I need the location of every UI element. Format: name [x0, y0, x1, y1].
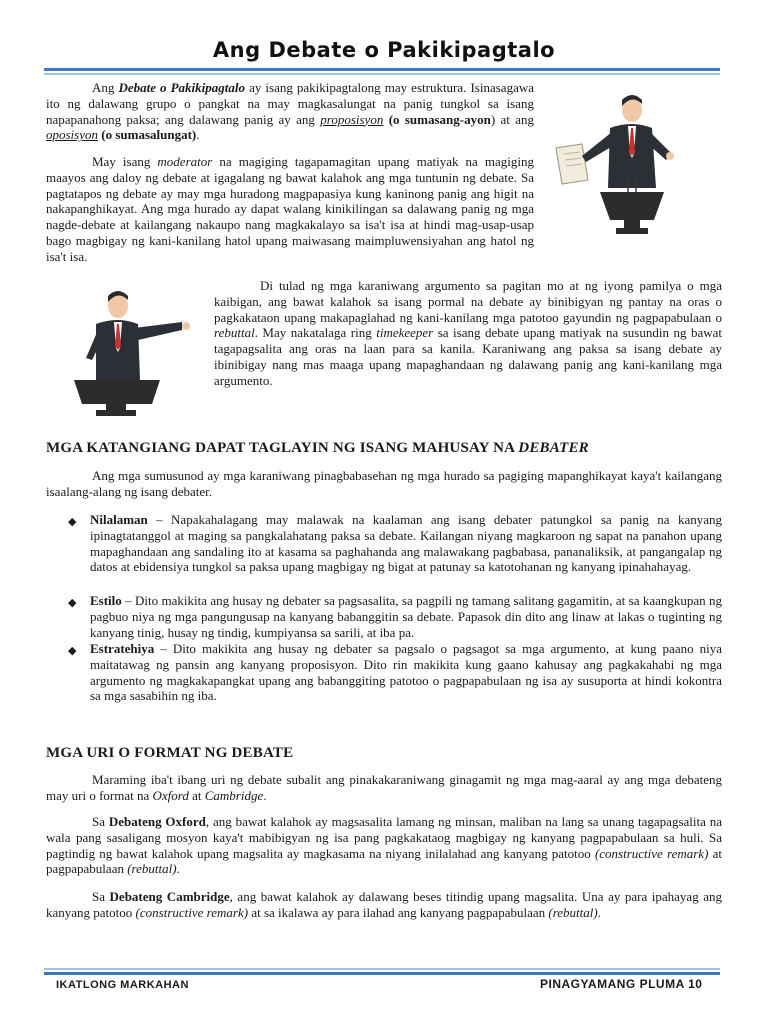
section2-paragraph-2: Sa Debateng Oxford, ang bawat kalahok ay magsasalita lamang ng minsan, maliban na lang sa unang tagapagsalita na wala pang sasaligang mosyon kaya't mabibigyan ng isa pang pagkakataog magbigay ng kanyang pagpapabulaan sa huli. Sa pagtindig ng bawat kalahok upang magsalita ay magkasama na niyang inilalahad ang kanyang patotoo (constructive remark) at pagpapabulaan (rebuttal). — [46, 814, 723, 877]
section-heading-uri: MGA URI O FORMAT NG DEBATE — [46, 745, 294, 761]
intro-paragraph-3: Di tulad ng mga karaniwang argumento sa pagitan mo at ng iyong pamilya o mga kaibigan, ang bawat kalahok sa isang pormal na debate ay binibigyan ng pantay na oras o pagkakataon upang makapaglahad ng kani-kanilang mga patotoo gayundin ng pagpapabulaan o rebuttal. May nakatalaga ring timekeeper sa isang debate upang matiyak na susundin ng bawat tagapagsalita ang oras na laan para sa kanila. Karaniwang ang paksa sa isang debate ay ibinibigay nang mas maaga upang mapaghandaan ng dalawang panig ang kani-kanilang mga argumento. — [214, 278, 722, 388]
debater-pointing-icon — [60, 288, 200, 420]
section1-intro: Ang mga sumusunod ay mga karaniwang pinagbabasehan ng mga hurado sa pagiging mapanghikayat kaya't kailangang isaalang-alang ng isang debater. — [46, 468, 722, 499]
bullet-diamond-icon: ◆ — [68, 645, 77, 657]
page-title: Ang Debate o Pakikipagtalo — [212, 38, 556, 62]
intro-paragraph-1: Ang Debate o Pakikipagtalo ay isang pakikipagtalong may estruktura. Isinasagawa ito ng dalawang grupo o pangkat na may magkasalungat na panig tungkol sa isang napapanahong paksa; ang dalawang panig ay ang proposisyon (o sumasang-ayon) at ang oposisyon (o sumasalungat). — [46, 80, 535, 143]
section2-paragraph-1: Maraming iba't ibang uri ng debate subalit ang pinakakaraniwang ginagamit ng mga mag-aaral ay ang mga debateng may uri o format na Oxford at Cambridge. — [46, 772, 722, 803]
footer-quarter-label: IKATLONG MARKAHAN — [56, 979, 189, 991]
footer-rule — [44, 968, 720, 975]
bullet-diamond-icon: ◆ — [68, 516, 77, 528]
intro-paragraph-2: May isang moderator na magiging tagapamagitan upang matiyak na magiging maayos ang daloy ng debate at igagalang ng bawat kalahok ang mga tuntunin ng debate. Sa pagtatapos ng debate ay may mga huradong magpapasiya kung kaninong panig ang higit na nakapanghikayat. Ang mga hurado ay dapat walang kinikilingan sa dalawang panig ng mga nagde-debate at kailangang nakaupo nang magkakalayo sa isa't isa at hindi mag-usap-usap bago magbigay ng kani-kanilang hatol upang maiwasang maimpluwensiyahan ang hatol ng isa't isa. — [46, 154, 534, 264]
footer-book-title: PINAGYAMANG PLUMA 10 — [540, 977, 703, 991]
list-item-estratehiya: Estratehiya – Dito makikita ang husay ng debater sa pagsalo o pagsagot sa mga argumento, at kung paano niya maitatawag ng pansin ang kanyang proposisyon. Dito rin makikita kung gaano kahusay ang pagkakahabi ng mga argumento ng magkakapangkat upang ang babanggiting patotoo o pagpapabulaan ng isa ay susuporta at hindi kokontra sa mga sasabihin ng iba. — [90, 641, 722, 704]
section2-paragraph-3: Sa Debateng Cambridge, ang bawat kalahok ay dalawang beses titindig upang magsalita. Una ay para ipahayag ang kanyang patotoo (constructive remark) at sa ikalawa ay para ilahad ang kanyang pagpapabulaan (rebuttal). — [46, 889, 723, 920]
title-rule — [44, 68, 720, 75]
list-item-estilo: Estilo – Dito makikita ang husay ng debater sa pagsasalita, sa pagpili ng tamang salitang gagamitin, at sa kaangkupan ng pagbuo niya ng mga pangungusap na kanyang babanggitin sa debate. Papasok din dito ang linaw at lakas o tuginting ng kanyang tinig, husay ng tindig, kumpiyansa sa sarili, at iba pa. — [90, 593, 722, 640]
section-heading-katangian: MGA KATANGIANG DAPAT TAGLAYIN NG ISANG MAHUSAY NA DEBATER — [46, 440, 589, 456]
bullet-diamond-icon: ◆ — [68, 597, 77, 609]
debater-at-podium-icon — [552, 92, 722, 242]
list-item-nilalaman: Nilalaman – Napakahalagang may malawak na kaalaman ang isang debater patungkol sa panig na kanyang ipinagtatanggol at maging sa pangkalahatang paksa sa debate. Kailangan niyang magkaroon ng sapat na panahon upang mapaghandaan ang sandaling ito at kasama sa paghahanda ang malawakang pagbabasa, pananaliksik, at pangangalap ng datos at ebidensiya tungkol sa paksa upang magbigay ng bigat at patunay sa katotohanan ng kanyang ipinahahayag. — [90, 512, 722, 575]
